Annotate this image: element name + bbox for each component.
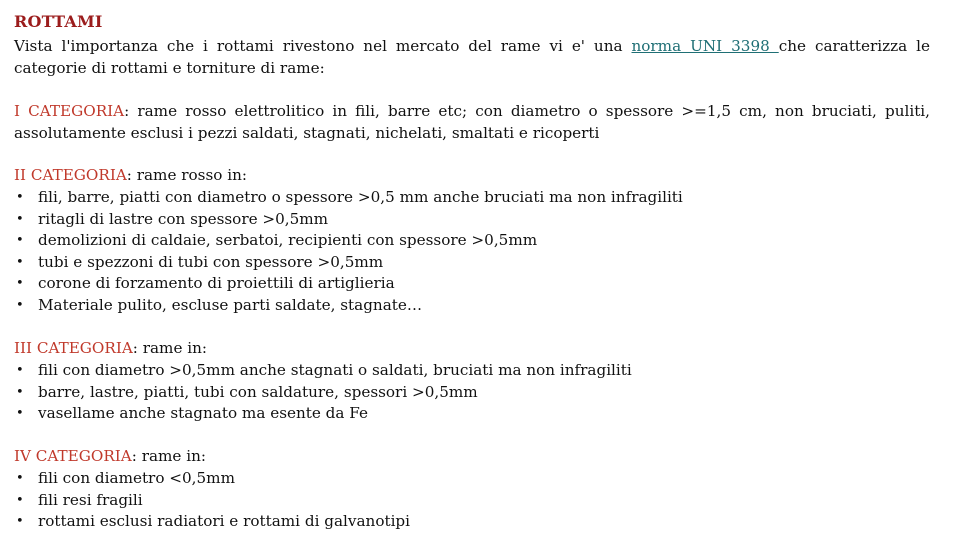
cat4-list	[14, 468, 930, 533]
cat3-list	[14, 360, 930, 425]
intro-paragraph	[14, 36, 930, 79]
page-title: ROTTAMI	[14, 12, 103, 31]
list-item: • fili con diametro <0,5mm	[14, 468, 930, 490]
cat1-paragraph	[14, 101, 930, 144]
cat2-list	[14, 187, 930, 317]
list-item: • fili con diametro >0,5mm anche stagnati o saldati, bruciati ma non infragiliti	[14, 360, 930, 382]
list-item: • ritagli di lastre con spessore >0,5mm	[14, 209, 930, 231]
cat4-heading	[14, 446, 206, 468]
intro-text-after: che caratterizza le categorie di rottami e torniture di rame:	[14, 37, 930, 77]
list-item: • tubi e spezzoni di tubi con spessore >0,5mm	[14, 252, 930, 274]
norma-link[interactable]: norma UNI 3398	[631, 37, 779, 55]
list-item: • fili resi fragili	[14, 490, 930, 512]
list-item: • demolizioni di caldaie, serbatoi, recipienti con spessore >0,5mm	[14, 230, 930, 252]
cat3-text: : rame in:	[132, 339, 208, 357]
cat4-label: IV CATEGORIA	[14, 447, 132, 465]
intro-text-before: Vista l'importanza che i rottami rivestono nel mercato del rame vi e' una	[14, 37, 632, 55]
list-item: • vasellame anche stagnato ma esente da Fe	[14, 403, 930, 425]
list-item: • rottami esclusi radiatori e rottami di galvanotipi	[14, 511, 930, 533]
cat3-label: III CATEGORIA	[14, 339, 133, 357]
list-item: • corone di forzamento di proiettili di artiglieria	[14, 273, 930, 295]
list-item: • fili, barre, piatti con diametro o spessore >0,5 mm anche bruciati ma non infragiliti	[14, 187, 930, 209]
cat2-label: II CATEGORIA	[14, 166, 127, 184]
cat2-text: : rame rosso in:	[126, 166, 247, 184]
cat4-text: : rame in:	[131, 447, 206, 465]
cat1-label: I CATEGORIA	[14, 102, 125, 120]
cat1-text: : rame rosso elettrolitico in fili, barre etc; con diametro o spessore >=1,5 cm, non bruciati, puliti, assolutamente esclusi i pezzi saldati, stagnati, nichelati, smaltati e ricoperti	[14, 102, 930, 142]
list-item: • Materiale pulito, escluse parti saldate, stagnate…	[14, 295, 930, 317]
list-item: • barre, lastre, piatti, tubi con saldature, spessori >0,5mm	[14, 382, 930, 404]
cat3-heading	[14, 338, 207, 360]
cat2-heading	[14, 165, 247, 187]
